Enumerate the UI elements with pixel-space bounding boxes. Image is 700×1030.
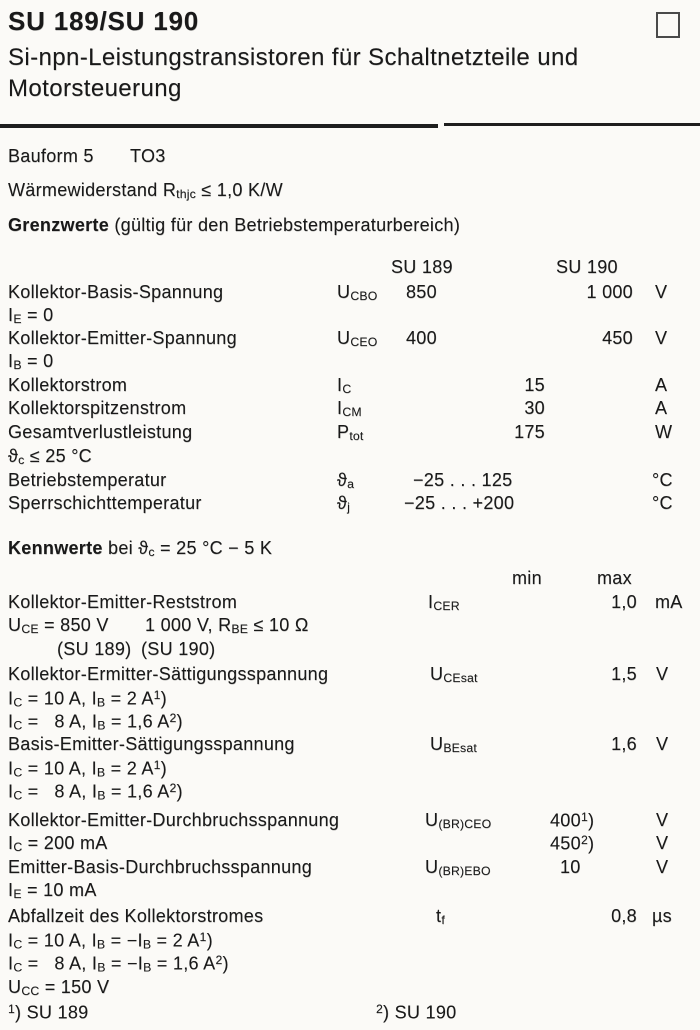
row-ucbo-condition: $I_E = 0$ bbox=[8, 305, 54, 326]
subtitle-line-1 bbox=[0, 44, 700, 74]
row-tf-unit: µs bbox=[652, 906, 672, 926]
grenzwerte-column-headers bbox=[0, 257, 700, 280]
row-ubrceo-unit-1: V bbox=[656, 810, 669, 830]
column-header-min: min bbox=[512, 568, 542, 588]
row-ucesat-label: Kollektor-Ermitter-Sättigungsspannung bbox=[8, 664, 329, 684]
table-row bbox=[0, 906, 700, 929]
row-uceo-unit: V bbox=[655, 328, 668, 348]
table-row-condition bbox=[0, 781, 700, 804]
row-uceo-condition: $I_B = 0$ bbox=[8, 351, 54, 372]
table-row bbox=[0, 493, 700, 516]
row-uceo-value-su189: 400 bbox=[406, 328, 437, 348]
row-ta-label: Betriebstemperatur bbox=[8, 470, 167, 490]
row-ptot-condition: $ϑ_c \le 25$ °C bbox=[8, 446, 92, 467]
table-row-condition bbox=[0, 930, 700, 953]
bauform-value: TO3 bbox=[130, 146, 166, 166]
row-ptot-symbol: $P_{tot}$ bbox=[337, 422, 364, 443]
row-ubesat-unit: V bbox=[656, 734, 669, 754]
row-tf-symbol: $t_f$ bbox=[436, 906, 445, 927]
row-tj-symbol: $ϑ_j$ bbox=[337, 493, 351, 514]
row-ic-unit: A bbox=[655, 375, 668, 395]
table-row bbox=[0, 375, 700, 398]
row-ubesat-condition-1: $I_C = 10$ A, $I_B = 2$ $A^1$) bbox=[8, 758, 167, 780]
row-icer-condition-2a: (SU 189) bbox=[57, 639, 132, 659]
row-uceo-label: Kollektor-Emitter-Spannung bbox=[8, 328, 237, 348]
column-header-max: max bbox=[597, 568, 632, 588]
table-row bbox=[0, 328, 700, 351]
row-ubrebo-label: Emitter-Basis-Durchbruchsspannung bbox=[8, 857, 313, 877]
row-ucesat-condition-2: $I_C = 8$ A, $I_B = 1,6$ $A^2$) bbox=[8, 711, 183, 733]
row-tj-value: −25 . . . +200 bbox=[404, 493, 515, 513]
thermal-resistance-line bbox=[0, 180, 700, 203]
row-ic-symbol: $I_C$ bbox=[337, 375, 352, 396]
row-icm-label: Kollektorspitzenstrom bbox=[8, 398, 187, 418]
row-icer-condition-2b: (SU 190) bbox=[141, 639, 216, 659]
row-ptot-unit: W bbox=[655, 422, 673, 442]
row-tf-condition-3: $U_{CC} = 150$ V bbox=[8, 977, 110, 998]
row-ucesat-max: 1,5 bbox=[611, 664, 637, 684]
grenzwerte-heading-bold: Grenzwerte bbox=[8, 215, 110, 235]
row-ta-value: −25 . . . 125 bbox=[413, 470, 513, 490]
page-title: SU 189/SU 190 bbox=[8, 6, 200, 36]
table-row-condition bbox=[0, 977, 700, 1000]
table-row-condition bbox=[0, 688, 700, 711]
footnote-su189: $^1$) SU 189 bbox=[8, 1002, 89, 1023]
row-icm-unit: A bbox=[655, 398, 668, 418]
kennwerte-heading-note: bei $ϑ_c = 25$ °C − 5 K bbox=[102, 538, 273, 559]
row-ucbo-label: Kollektor-Basis-Spannung bbox=[8, 282, 224, 302]
row-ubrceo-unit-2: V bbox=[656, 833, 669, 853]
subtitle-line-2 bbox=[0, 75, 700, 105]
row-ubrebo-min: 10 bbox=[560, 857, 581, 877]
row-ta-unit: °C bbox=[652, 470, 673, 490]
thermal-resistance-text: Wärmewiderstand $R_{thjc} \le 1,0$ K/W bbox=[8, 180, 283, 201]
table-row bbox=[0, 282, 700, 305]
table-row-condition bbox=[0, 758, 700, 781]
row-ubrceo-label: Kollektor-Emitter-Durchbruchsspannung bbox=[8, 810, 340, 830]
row-icer-condition-1a: $U_{CE} = 850$ V bbox=[8, 615, 109, 636]
column-header-su190: SU 190 bbox=[556, 257, 618, 277]
row-ucesat-condition-1: $I_C = 10$ A, $I_B = 2$ $A^1$) bbox=[8, 688, 167, 710]
row-ucbo-symbol: $U_{CBO}$ bbox=[337, 282, 378, 303]
row-ucesat-unit: V bbox=[656, 664, 669, 684]
footnotes bbox=[0, 1002, 700, 1025]
row-ic-label: Kollektorstrom bbox=[8, 375, 128, 395]
table-row bbox=[0, 857, 700, 880]
row-ubesat-condition-2: $I_C = 8$ A, $I_B = 1,6$ $A^2$) bbox=[8, 781, 183, 803]
table-row-condition bbox=[0, 639, 700, 662]
grenzwerte-heading bbox=[8, 215, 460, 236]
grenzwerte-heading-note: (gültig für den Betriebstemperaturbereich) bbox=[109, 215, 461, 235]
row-ubrceo-condition: $I_C = 200$ mA bbox=[8, 833, 108, 854]
column-header-su189: SU 189 bbox=[391, 257, 453, 277]
row-icm-value: 30 bbox=[524, 398, 545, 418]
row-ubrebo-condition: $I_E = 10$ mA bbox=[8, 880, 97, 901]
row-tj-label: Sperrschichttemperatur bbox=[8, 493, 202, 513]
header bbox=[0, 6, 700, 40]
grenzwerte-heading-line bbox=[0, 215, 700, 238]
row-icer-label: Kollektor-Emitter-Reststrom bbox=[8, 592, 238, 612]
table-row bbox=[0, 422, 700, 445]
row-tf-condition-1: $I_C = 10$ A, $I_B = -I_B = 2$ $A^1$) bbox=[8, 930, 213, 952]
row-ic-value: 15 bbox=[524, 375, 545, 395]
row-ubesat-symbol: $U_{BEsat}$ bbox=[430, 734, 477, 755]
footnote-su190: $^2$) SU 190 bbox=[376, 1002, 457, 1023]
subtitle-text-1: Si-npn-Leistungstransistoren für Schaltnetzteile und bbox=[8, 44, 579, 71]
row-ta-symbol: $ϑ_a$ bbox=[337, 470, 355, 491]
table-row-condition bbox=[0, 953, 700, 976]
table-row bbox=[0, 470, 700, 493]
kennwerte-heading-bold: Kennwerte bbox=[8, 538, 103, 558]
row-icer-condition-1b: 1 000 V, $R_{BE} \le 10$ Ω bbox=[145, 615, 309, 636]
row-ubrebo-symbol: $U_{(BR)EBO}$ bbox=[425, 857, 491, 878]
row-icer-symbol: $I_{CER}$ bbox=[428, 592, 460, 613]
row-ubrceo-min-2: $450^2$) bbox=[550, 833, 595, 854]
bauform-label: Bauform 5 bbox=[8, 146, 94, 166]
row-ubesat-label: Basis-Emitter-Sättigungsspannung bbox=[8, 734, 295, 754]
row-tf-condition-2: $I_C = 8$ A, $I_B = -I_B = 1,6$ $A^2$) bbox=[8, 953, 229, 975]
row-ucesat-symbol: $U_{CEsat}$ bbox=[430, 664, 478, 685]
row-uceo-symbol: $U_{CEO}$ bbox=[337, 328, 378, 349]
table-row-condition bbox=[0, 615, 700, 638]
table-row bbox=[0, 664, 700, 687]
bauform-line bbox=[0, 146, 700, 169]
table-row-condition bbox=[0, 880, 700, 903]
table-row-condition bbox=[0, 446, 700, 469]
row-tf-max: 0,8 bbox=[611, 906, 637, 926]
table-row bbox=[0, 833, 700, 856]
table-row-condition bbox=[0, 351, 700, 374]
row-ubrebo-unit: V bbox=[656, 857, 669, 877]
row-ubrceo-min-1: $400^1$) bbox=[550, 810, 595, 831]
subtitle-text-2: Motorsteuerung bbox=[8, 75, 182, 102]
table-row bbox=[0, 810, 700, 833]
row-ucbo-value-su190: 1 000 bbox=[586, 282, 633, 302]
corner-checkbox-icon bbox=[656, 12, 680, 38]
table-row bbox=[0, 592, 700, 615]
row-uceo-value-su190: 450 bbox=[602, 328, 633, 348]
row-tf-label: Abfallzeit des Kollektorstromes bbox=[8, 906, 264, 926]
row-icer-max: 1,0 bbox=[611, 592, 637, 612]
table-row bbox=[0, 398, 700, 421]
kennwerte-column-headers bbox=[0, 568, 700, 591]
row-icm-symbol: $I_{CM}$ bbox=[337, 398, 362, 419]
kennwerte-heading-line bbox=[0, 538, 700, 561]
row-ptot-label: Gesamtverlustleistung bbox=[8, 422, 193, 442]
row-ucbo-unit: V bbox=[655, 282, 668, 302]
table-row bbox=[0, 734, 700, 757]
row-ucbo-value-su189: 850 bbox=[406, 282, 437, 302]
kennwerte-heading bbox=[8, 538, 272, 559]
table-row-condition bbox=[0, 711, 700, 734]
table-row-condition bbox=[0, 305, 700, 328]
row-icer-unit: mA bbox=[655, 592, 683, 612]
row-tj-unit: °C bbox=[652, 493, 673, 513]
row-ubrceo-symbol: $U_{(BR)CEO}$ bbox=[425, 810, 492, 831]
row-ptot-value: 175 bbox=[514, 422, 545, 442]
row-ubesat-max: 1,6 bbox=[611, 734, 637, 754]
